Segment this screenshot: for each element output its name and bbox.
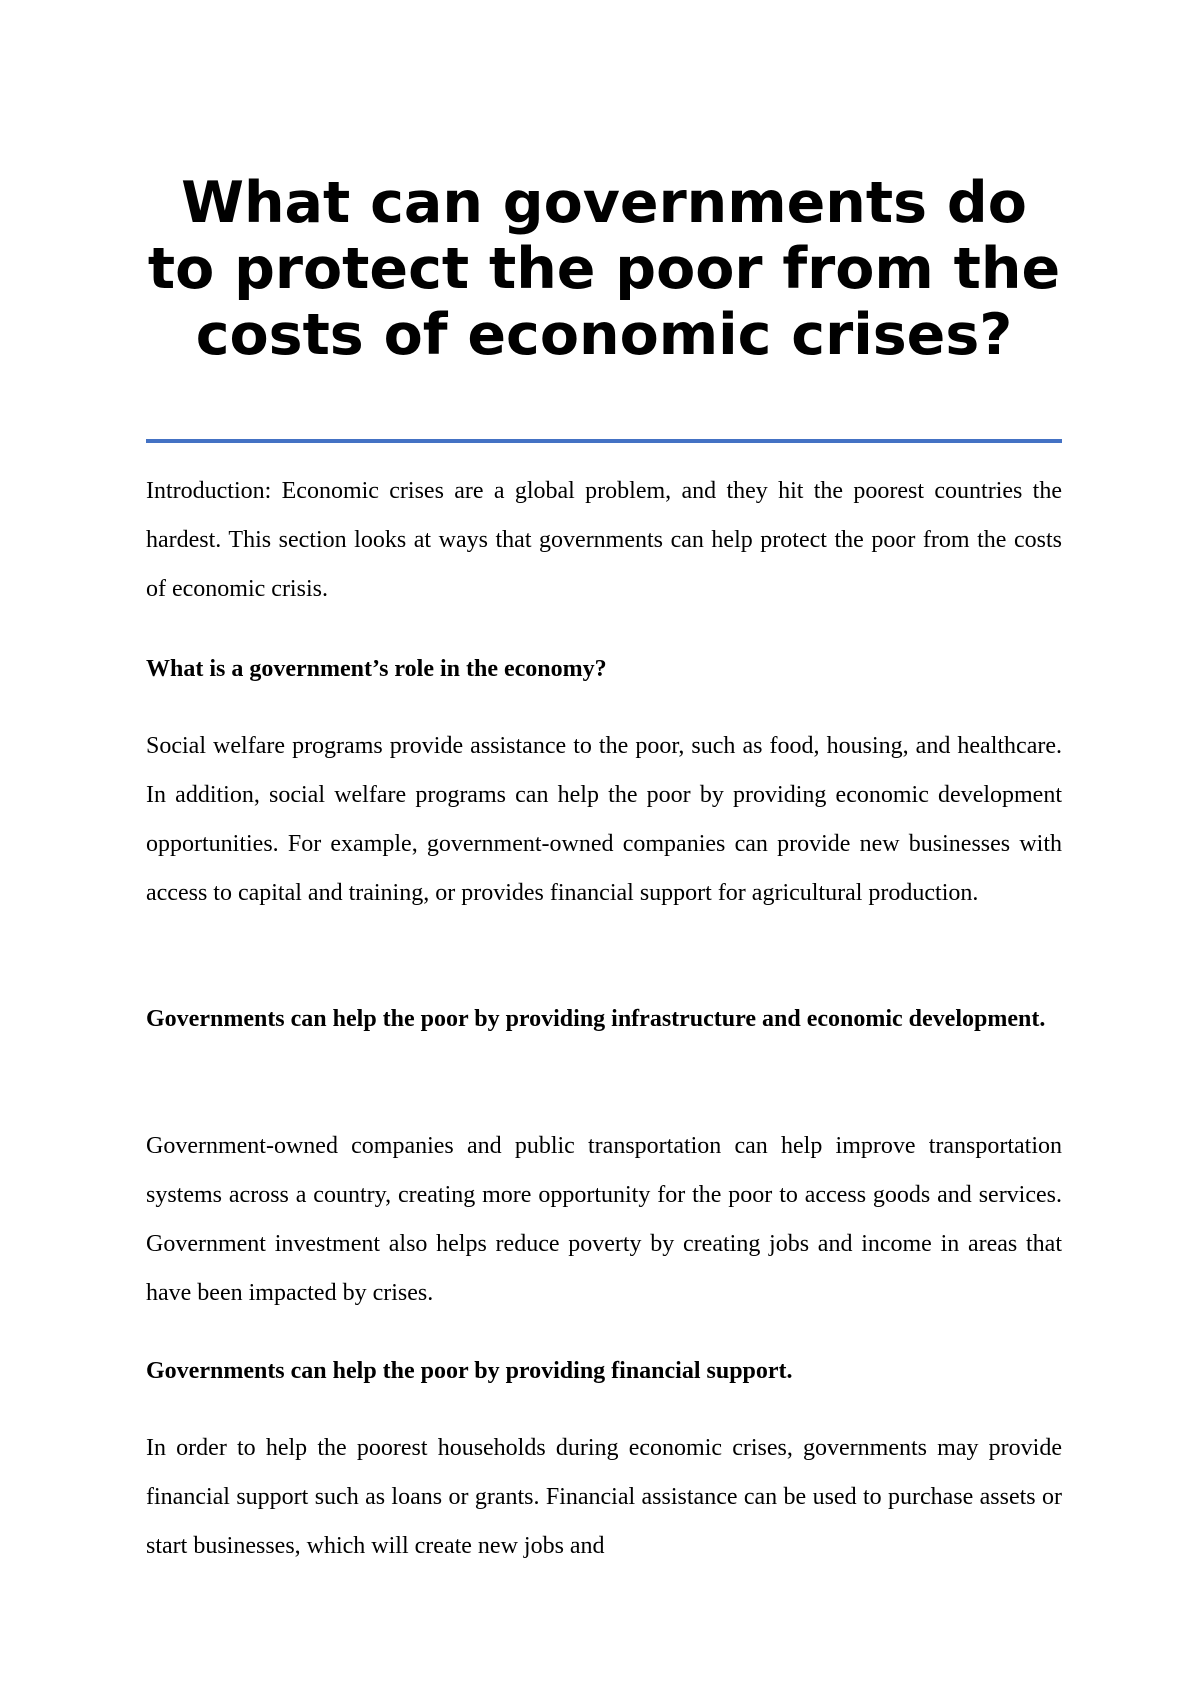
- section-heading-infrastructure: Governments can help the poor by providing infrastructure and economic development.: [146, 1006, 1046, 1032]
- title-underline: [146, 439, 1062, 443]
- intro-paragraph: Introduction: Economic crises are a global problem, and they hit the poorest countries the hardest. This section looks at ways that governments can help protect the poor from the costs of economic crisis.: [146, 478, 1062, 602]
- section-heading-financial-support: Governments can help the poor by providing financial support.: [146, 1358, 793, 1384]
- page-title: What can governments do to protect the poor from the costs of economic crises?: [147, 170, 1061, 368]
- section-paragraph-financial-support: In order to help the poorest households during economic crises, governments may provide financial support such as loans or grants. Financial assistance can be used to purchase assets or start businesses, which will create new jobs and: [146, 1435, 1062, 1559]
- section-paragraph-social-welfare: Social welfare programs provide assistance to the poor, such as food, housing, and healthcare. In addition, social welfare programs can help the poor by providing economic development opportunities. For example, government-owned companies can provide new businesses with access to capital and training, or provides financial support for agricultural production.: [146, 733, 1062, 906]
- section-heading-government-role: What is a government’s role in the economy?: [146, 656, 607, 682]
- section-paragraph-transportation: Government-owned companies and public transportation can help improve transportation systems across a country, creating more opportunity for the poor to access goods and services. Government investment also helps reduce poverty by creating jobs and income in areas that have been impacted by crises.: [146, 1133, 1062, 1306]
